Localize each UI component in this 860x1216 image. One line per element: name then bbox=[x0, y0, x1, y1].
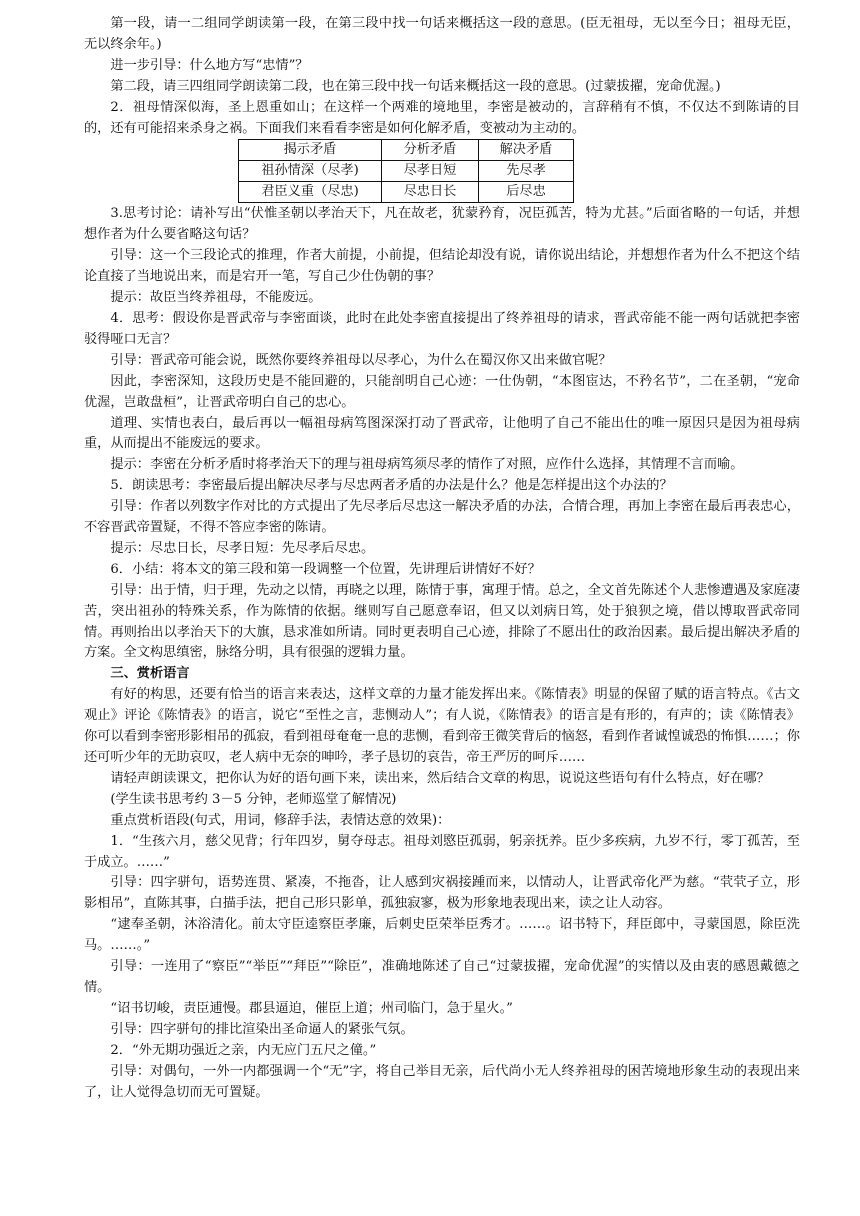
table-header: 分析矛盾 bbox=[382, 140, 479, 161]
paragraph: 因此，李密深知，这段历史是不能回避的，只能剖明自己心迹：一仕伪朝，“本图宦达，不矜名节”，二在圣朝，“宠命优渥，岂敢盘桓”，让晋武帝明白自己的忠心。 bbox=[84, 373, 800, 410]
paragraph: 引导：出于情，归于理，先动之以情，再晓之以理，陈情于事，寓理于情。总之，全文首先陈述个人悲惨遭遇及家庭凄苦，突出祖孙的特殊关系，作为陈情的依据。继则写自己愿意奉诏，但又以刘病日笃，处于狼狈之境，借以博取晋武帝同情。再则抬出以孝治天下的大旗，恳求准如所请。同时更表明自己心迹，排除了不愿出仕的政治因素。最后提出解决矛盾的方案。全文构思缜密，脉络分明，具有很强的逻辑力量。 bbox=[84, 582, 800, 661]
paragraph: 2．“外无期功强近之亲，内无应门五尺之僮。” bbox=[110, 1042, 377, 1058]
paragraph: 5．朗读思考：李密最后提出解决尽孝与尽忠两者矛盾的办法是什么？他是怎样提出这个办法的？ bbox=[110, 478, 673, 494]
paragraph: 引导：四字骈句，语势连贯、紧凑，不拖沓，让人感到灾祸接踵而来，以情动人，让晋武帝化严为慈。“茕茕孑立，形影相吊”，直陈其事，白描手法，把自己形只影单，孤独寂寥，极为形象地表现出来，读之让人动容。 bbox=[84, 875, 800, 912]
paragraph: 重点赏析语段(句式，用词，修辞手法，表情达意的效果)： bbox=[110, 812, 451, 828]
table-cell: 先尽孝 bbox=[479, 161, 574, 182]
paragraph: 1．“生孩六月，慈父见背；行年四岁，舅夺母志。祖母刘愍臣孤弱，躬亲抚养。臣少多疾病，九岁不行，零丁孤苦，至于成立。……” bbox=[84, 833, 800, 870]
paragraph: 提示：尽忠日长，尽孝日短：先尽孝后尽忠。 bbox=[110, 540, 375, 556]
section-heading: 三、赏析语言 bbox=[110, 666, 190, 682]
table-cell: 尽忠日长 bbox=[382, 182, 479, 203]
paragraph: 进一步引导：什么地方写“忠情”？ bbox=[110, 57, 309, 73]
paragraph: 引导：一连用了“察臣”“举臣”“拜臣”“除臣”，准确地陈述了自己“过蒙拔擢，宠命优渥”的实情以及由衷的感恩戴德之情。 bbox=[84, 959, 800, 995]
paragraph: “诏书切峻，责臣逋慢。郡县逼迫，催臣上道；州司临门，急于星火。” bbox=[110, 1000, 513, 1016]
table-header-row bbox=[239, 140, 574, 161]
paragraph: 请轻声朗读课文，把你认为好的语句画下来，读出来，然后结合文章的构思，说说这些语句有什么特点，好在哪？ bbox=[110, 770, 770, 786]
paragraph: 第二段，请三四组同学朗读第二段，也在第三段中找一句话来概括这一段的意思。(过蒙拔擢，宠命优渥。) bbox=[110, 78, 721, 94]
paragraph: 引导：这一个三段论式的推理，作者大前提，小前提，但结论却没有说，请你说出结论，并想想作者为什么不把这个结论直接了当地说出来，而是宕开一笔，写自己少仕伪朝的事？ bbox=[84, 248, 800, 285]
paragraph: 第一段，请一二组同学朗读第一段，在第三段中找一句话来概括这一段的意思。(臣无祖母，无以至今日；祖母无臣，无以终余年。) bbox=[84, 16, 800, 52]
paragraph: 道理、实情也表白，最后再以一幅祖母病笃图深深打动了晋武帝，让他明了自己不能出仕的唯一原因只是因为祖母病重，从而提出不能废远的要求。 bbox=[84, 415, 800, 452]
paragraph: 提示：故臣当终养祖母，不能废远。 bbox=[110, 290, 322, 306]
paragraph: 引导：晋武帝可能会说，既然你要终养祖母以尽孝心，为什么在蜀汉你又出来做官呢？ bbox=[110, 352, 612, 368]
paragraph: 引导：对偶句，一外一内都强调一个“无”字，将自己举目无亲，后代尚小无人终养祖母的困苦境地形象生动的表现出来了，让人觉得急切而无可置疑。 bbox=[84, 1063, 800, 1100]
paragraph: 引导：作者以列数字作对比的方式提出了先尽孝后尽忠这一解决矛盾的办法，合情合理，再加上李密在最后再表忠心，不容晋武帝置疑，不得不答应李密的陈请。 bbox=[84, 499, 800, 536]
table-cell: 尽孝日短 bbox=[382, 161, 479, 182]
contradiction-table bbox=[238, 139, 574, 203]
table-cell: 后尽忠 bbox=[479, 182, 574, 203]
table-header: 揭示矛盾 bbox=[239, 140, 382, 161]
table-row bbox=[239, 182, 574, 203]
paragraph: 提示：李密在分析矛盾时将孝治天下的理与祖母病笃须尽孝的情作了对照，应作什么选择，其情理不言而喻。 bbox=[110, 457, 744, 473]
paragraph: (学生读书思考约 3－5 分钟，老师巡堂了解情况) bbox=[110, 791, 397, 807]
paragraph: 4．思考：假设你是晋武帝与李密面谈，此时在此处李密直接提出了终养祖母的请求，晋武帝能不能一两句话就把李密驳得哑口无言？ bbox=[84, 310, 800, 347]
table-row bbox=[239, 161, 574, 182]
table-header: 解决矛盾 bbox=[479, 140, 574, 161]
paragraph: 有好的构思，还要有恰当的语言来表达，这样文章的力量才能发挥出来。《陈情表》明显的保留了赋的语言特点。《古文观止》评论《陈情表》的语言，说它“至性之言，悲恻动人”；有人说，《陈情表》的语言是有形的，有声的；读《陈情表》你可以看到李密形影相吊的孤寂，看到祖母奄奄一息的悲恻，看到帝王微笑背后的恼怒，看到作者诚惶诚恐的怖惧……；你还可听少年的无助哀叹，老人病中无奈的呻吟，孝子恳切的哀告，帝王严厉的呵斥…… bbox=[84, 687, 800, 765]
paragraph: 引导：四字骈句的排比渲染出圣命逼人的紧张气氛。 bbox=[110, 1021, 414, 1037]
table-cell: 君臣义重（尽忠) bbox=[239, 182, 382, 203]
paragraph: 3.思考讨论：请补写出“伏惟圣朝以孝治天下，凡在故老，犹蒙矜育，况臣孤苦，特为尤甚。”后面省略的一句话，并想想作者为什么要省略这句话？ bbox=[84, 206, 800, 243]
paragraph: 6．小结：将本文的第三段和第一段调整一个位置，先讲理后讲情好不好？ bbox=[110, 561, 541, 577]
paragraph: 2．祖母情深似海，圣上恩重如山；在这样一个两难的境地里，李密是被动的，言辞稍有不慎，不仅达不到陈请的目的，还有可能招来杀身之祸。下面我们来看看李密是如何化解矛盾，变被动为主动的。 bbox=[84, 99, 800, 136]
table-cell: 祖孙情深（尽孝) bbox=[239, 161, 382, 182]
contradiction-table-wrap bbox=[84, 139, 800, 203]
paragraph: “逮奉圣朝，沐浴清化。前太守臣逵察臣孝廉，后刺史臣荣举臣秀才。……。诏书特下，拜臣郎中，寻蒙国恩，除臣洗马。……。” bbox=[84, 917, 800, 954]
